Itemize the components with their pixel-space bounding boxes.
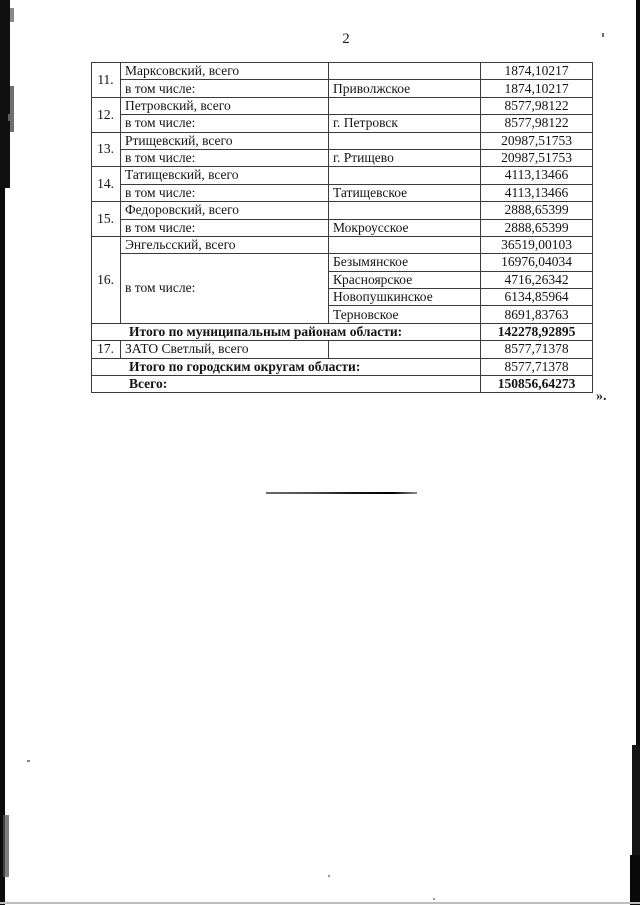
settlement-cell xyxy=(329,97,481,114)
table-row xyxy=(92,80,593,97)
settlement-cell: г. Петровск xyxy=(329,115,481,132)
table-row xyxy=(92,167,593,184)
settlement-cell xyxy=(329,202,481,219)
value-cell: 2888,65399 xyxy=(481,202,593,219)
row-number-cell: 16. xyxy=(92,236,121,323)
table-row xyxy=(92,358,593,375)
table-row xyxy=(92,97,593,114)
settlement-cell: Безымянское xyxy=(329,254,481,271)
scan-artifact-left-bar-top xyxy=(0,0,10,188)
scan-speck xyxy=(8,114,10,121)
scan-artifact-left-fray xyxy=(10,8,14,22)
table-row xyxy=(92,254,593,271)
value-cell: 20987,51753 xyxy=(481,132,593,149)
district-cell: в том числе: xyxy=(121,254,329,324)
settlement-cell: Татищевское xyxy=(329,184,481,201)
table-row xyxy=(92,184,593,201)
scan-speck xyxy=(602,33,604,37)
total-label-cell: Итого по городским округам области: xyxy=(92,358,481,375)
table-row xyxy=(92,132,593,149)
value-cell: 8577,71378 xyxy=(481,341,593,358)
row-number-cell: 15. xyxy=(92,202,121,237)
settlement-cell: Терновское xyxy=(329,306,481,323)
scan-artifact-right-bar-low xyxy=(630,855,640,905)
settlement-cell: г. Ртищево xyxy=(329,149,481,166)
value-cell: 8577,98122 xyxy=(481,97,593,114)
row-number-cell: 12. xyxy=(92,97,121,132)
district-cell: Марксовский, всего xyxy=(121,63,329,80)
district-cell: Петровский, всего xyxy=(121,97,329,114)
settlement-cell: Мокроусское xyxy=(329,219,481,236)
total-label-cell: Итого по муниципальным районам области: xyxy=(92,323,481,340)
district-cell: ЗАТО Светлый, всего xyxy=(121,341,329,358)
scan-artifact-bottom-line xyxy=(0,902,640,904)
value-cell: 2888,65399 xyxy=(481,219,593,236)
settlement-cell xyxy=(329,167,481,184)
table-row xyxy=(92,376,593,393)
table-row xyxy=(92,236,593,253)
settlement-cell: Новопушкинское xyxy=(329,289,481,306)
allocations-table xyxy=(91,62,593,393)
settlement-cell: Красноярское xyxy=(329,271,481,288)
value-cell: 4716,26342 xyxy=(481,271,593,288)
scan-speck xyxy=(328,875,330,877)
page-number: 2 xyxy=(342,31,350,47)
closing-quote-mark: ». xyxy=(596,389,607,404)
district-cell: Энгельсский, всего xyxy=(121,236,329,253)
value-cell: 8691,83763 xyxy=(481,306,593,323)
settlement-cell xyxy=(329,132,481,149)
table-row xyxy=(92,219,593,236)
value-cell: 36519,00103 xyxy=(481,236,593,253)
value-cell: 1874,10217 xyxy=(481,80,593,97)
value-cell: 150856,64273 xyxy=(481,376,593,393)
district-cell: в том числе: xyxy=(121,219,329,236)
value-cell: 142278,92895 xyxy=(481,323,593,340)
separator-line xyxy=(266,492,417,494)
table-row xyxy=(92,115,593,132)
district-cell: в том числе: xyxy=(121,115,329,132)
scan-artifact-left-smudge xyxy=(3,815,9,877)
scan-speck xyxy=(433,898,435,900)
value-cell: 16976,04034 xyxy=(481,254,593,271)
value-cell: 20987,51753 xyxy=(481,149,593,166)
value-cell: 8577,98122 xyxy=(481,115,593,132)
settlement-cell xyxy=(329,341,481,358)
district-cell: в том числе: xyxy=(121,149,329,166)
settlement-cell: Приволжское xyxy=(329,80,481,97)
table-row xyxy=(92,202,593,219)
district-cell: в том числе: xyxy=(121,80,329,97)
table-row xyxy=(92,149,593,166)
row-number-cell: 11. xyxy=(92,63,121,98)
row-number-cell: 17. xyxy=(92,341,121,358)
value-cell: 4113,13466 xyxy=(481,184,593,201)
table-row xyxy=(92,323,593,340)
table-body xyxy=(92,63,593,393)
district-cell: Ртищевский, всего xyxy=(121,132,329,149)
district-cell: Татищевский, всего xyxy=(121,167,329,184)
settlement-cell xyxy=(329,236,481,253)
total-label-cell: Всего: xyxy=(92,376,481,393)
scan-artifact-left-fray xyxy=(10,86,14,132)
value-cell: 1874,10217 xyxy=(481,63,593,80)
table-row xyxy=(92,341,593,358)
district-cell: Федоровский, всего xyxy=(121,202,329,219)
value-cell: 4113,13466 xyxy=(481,167,593,184)
scan-speck xyxy=(27,760,30,762)
value-cell: 8577,71378 xyxy=(481,358,593,375)
value-cell: 6134,85964 xyxy=(481,289,593,306)
table-row xyxy=(92,63,593,80)
row-number-cell: 14. xyxy=(92,167,121,202)
row-number-cell: 13. xyxy=(92,132,121,167)
settlement-cell xyxy=(329,63,481,80)
district-cell: в том числе: xyxy=(121,184,329,201)
